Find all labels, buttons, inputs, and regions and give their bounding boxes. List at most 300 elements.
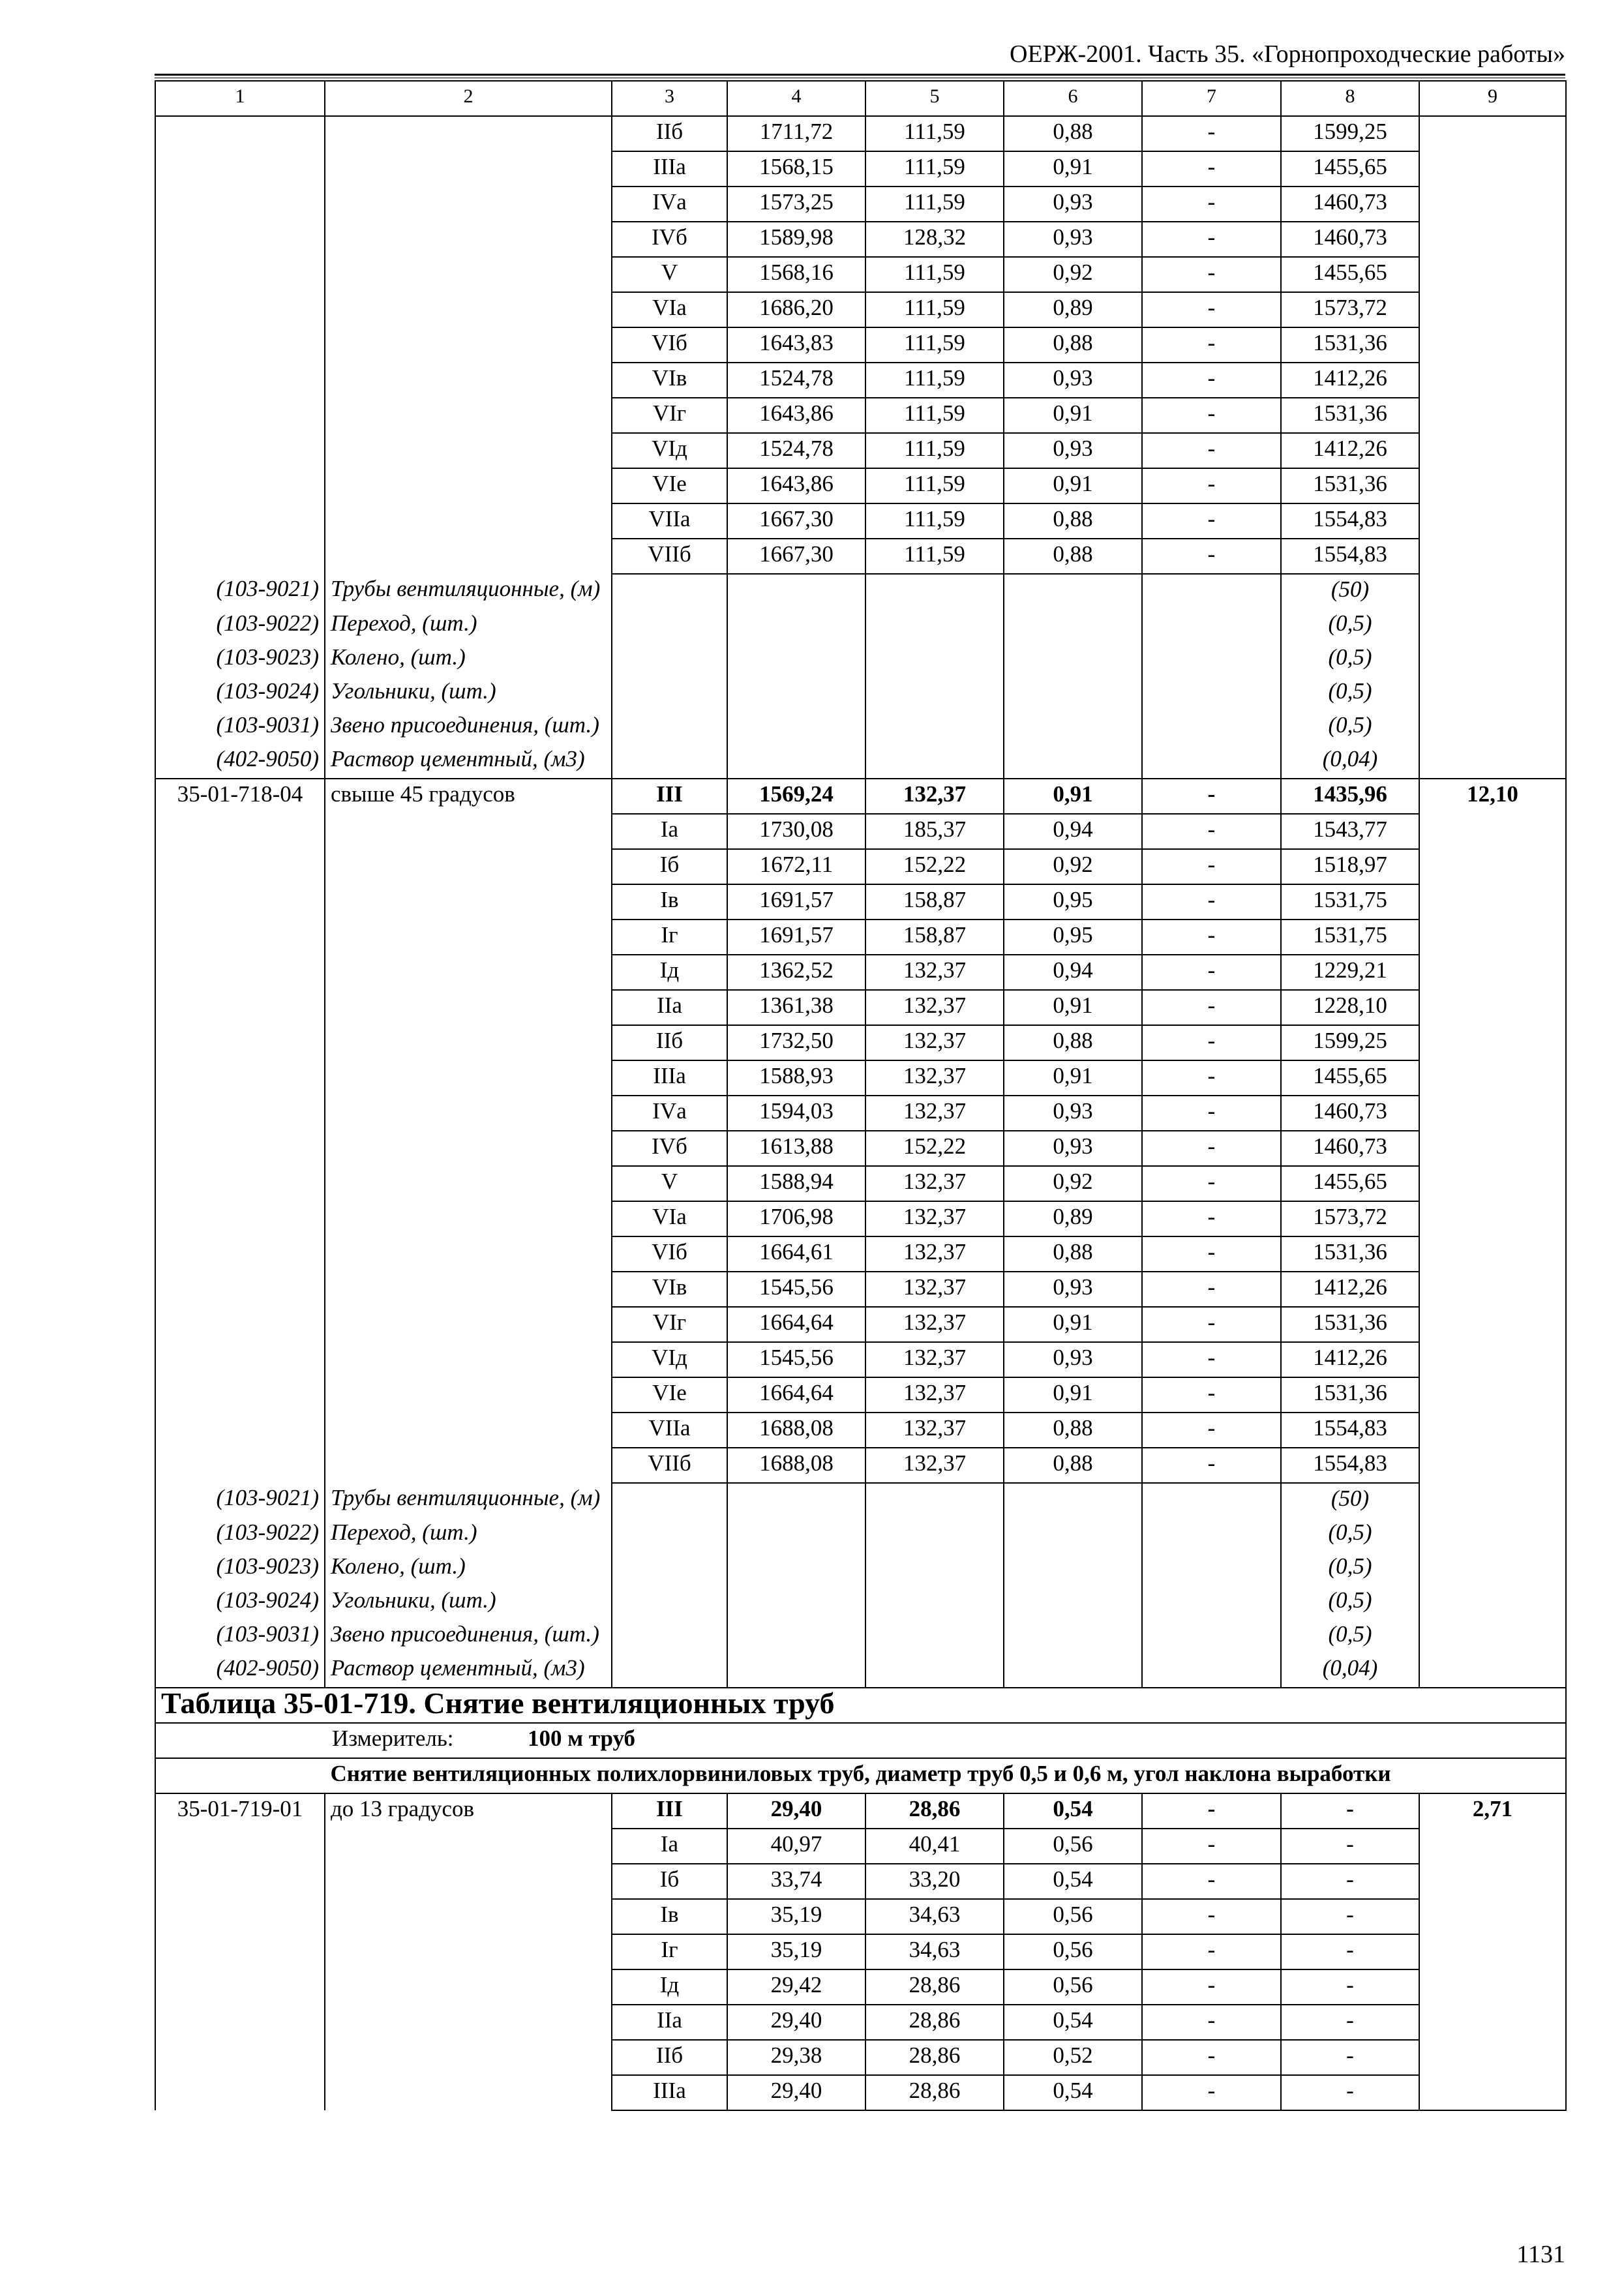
machinist-wages-cell: - <box>1142 1413 1281 1448</box>
materials-cell: 1531,36 <box>1281 398 1419 433</box>
machinist-wages-cell: - <box>1142 2075 1281 2110</box>
wages-cell: 111,59 <box>865 257 1004 292</box>
materials-cell: - <box>1281 1934 1419 1969</box>
labor-cell: 2,71 <box>1419 1793 1566 2110</box>
wages-cell: 132,37 <box>865 1096 1004 1131</box>
category-cell: III <box>612 1793 727 1829</box>
empty-cell <box>612 608 727 642</box>
empty-cell <box>1004 1518 1142 1551</box>
materials-cell: 1599,25 <box>1281 1025 1419 1060</box>
category-cell: Iд <box>612 955 727 990</box>
empty-cell <box>1142 1518 1281 1551</box>
machines-cell: 0,93 <box>1004 1131 1142 1166</box>
machinist-wages-cell: - <box>1142 1236 1281 1272</box>
empty-cell <box>612 1483 727 1518</box>
empty-cell <box>1004 1483 1142 1518</box>
material-code-cell: (402-9050) <box>155 1653 325 1688</box>
machines-cell: 0,88 <box>1004 116 1142 151</box>
machines-cell: 0,92 <box>1004 1166 1142 1201</box>
material-row <box>155 608 1566 642</box>
material-row <box>155 1653 1566 1688</box>
header-rule <box>155 74 1565 76</box>
machines-cell: 0,93 <box>1004 187 1142 222</box>
materials-cell: - <box>1281 1864 1419 1899</box>
table-title: Таблица 35-01-719. Снятие вентиляционных труб <box>155 1688 1566 1723</box>
wages-cell: 158,87 <box>865 884 1004 920</box>
machinist-wages-cell: - <box>1142 503 1281 539</box>
machinist-wages-cell: - <box>1142 1377 1281 1413</box>
machines-cell: 0,88 <box>1004 1413 1142 1448</box>
material-code-cell: (103-9023) <box>155 642 325 676</box>
material-name-cell: Переход, (шт.) <box>325 608 612 642</box>
category-cell: IIб <box>612 1025 727 1060</box>
column-number: 8 <box>1281 81 1419 116</box>
materials-cell: 1531,36 <box>1281 1236 1419 1272</box>
category-cell: Iд <box>612 1969 727 2005</box>
total-cost-cell: 1613,88 <box>727 1131 865 1166</box>
name-cell <box>325 116 612 574</box>
machines-cell: 0,56 <box>1004 1969 1142 2005</box>
empty-cell <box>865 744 1004 779</box>
category-cell: VIа <box>612 1201 727 1236</box>
materials-cell: 1435,96 <box>1281 779 1419 814</box>
machines-cell: 0,56 <box>1004 1829 1142 1864</box>
wages-cell: 152,22 <box>865 1131 1004 1166</box>
machinist-wages-cell: - <box>1142 1272 1281 1307</box>
materials-cell: - <box>1281 1969 1419 2005</box>
machinist-wages-cell: - <box>1142 1131 1281 1166</box>
machines-cell: 0,95 <box>1004 920 1142 955</box>
category-cell: Iа <box>612 1829 727 1864</box>
machines-cell: 0,91 <box>1004 779 1142 814</box>
category-cell: Iг <box>612 1934 727 1969</box>
machines-cell: 0,94 <box>1004 955 1142 990</box>
machines-cell: 0,93 <box>1004 433 1142 468</box>
machinist-wages-cell: - <box>1142 363 1281 398</box>
materials-cell: 1531,36 <box>1281 1307 1419 1342</box>
empty-cell <box>865 1518 1004 1551</box>
wages-cell: 132,37 <box>865 1377 1004 1413</box>
machinist-wages-cell: - <box>1142 955 1281 990</box>
total-cost-cell: 1730,08 <box>727 814 865 849</box>
material-name-cell: Угольники, (шт.) <box>325 676 612 710</box>
category-cell: VIб <box>612 1236 727 1272</box>
category-cell: IVа <box>612 1096 727 1131</box>
wages-cell: 28,86 <box>865 2005 1004 2040</box>
empty-cell <box>865 1653 1004 1688</box>
machinist-wages-cell: - <box>1142 1934 1281 1969</box>
item-name-cell: до 13 градусов <box>325 1793 612 2110</box>
total-cost-cell: 1686,20 <box>727 292 865 327</box>
empty-cell <box>1142 1585 1281 1619</box>
machinist-wages-cell: - <box>1142 327 1281 363</box>
machinist-wages-cell: - <box>1142 398 1281 433</box>
machines-cell: 0,91 <box>1004 990 1142 1025</box>
total-cost-cell: 1361,38 <box>727 990 865 1025</box>
machinist-wages-cell: - <box>1142 1864 1281 1899</box>
materials-cell: 1455,65 <box>1281 151 1419 187</box>
machinist-wages-cell: - <box>1142 849 1281 884</box>
wages-cell: 111,59 <box>865 398 1004 433</box>
total-cost-cell: 1524,78 <box>727 433 865 468</box>
category-cell: Iб <box>612 1864 727 1899</box>
material-name-cell: Раствор цементный, (м3) <box>325 1653 612 1688</box>
materials-cell: 1531,36 <box>1281 1377 1419 1413</box>
empty-cell <box>865 1619 1004 1653</box>
empty-cell <box>612 744 727 779</box>
material-code-cell: (103-9022) <box>155 1518 325 1551</box>
empty-cell <box>727 642 865 676</box>
material-qty-cell: (0,5) <box>1281 642 1419 676</box>
machinist-wages-cell: - <box>1142 1829 1281 1864</box>
category-cell: VIг <box>612 1307 727 1342</box>
empty-cell <box>727 1483 865 1518</box>
machines-cell: 0,91 <box>1004 1307 1142 1342</box>
wages-cell: 132,37 <box>865 1060 1004 1096</box>
total-cost-cell: 1732,50 <box>727 1025 865 1060</box>
wages-cell: 132,37 <box>865 955 1004 990</box>
wages-cell: 132,37 <box>865 1342 1004 1377</box>
empty-cell <box>1004 608 1142 642</box>
category-cell: Iа <box>612 814 727 849</box>
machinist-wages-cell: - <box>1142 1166 1281 1201</box>
machines-cell: 0,88 <box>1004 1448 1142 1483</box>
machines-cell: 0,88 <box>1004 1025 1142 1060</box>
meter-label: Измеритель: <box>332 1726 454 1751</box>
materials-cell: - <box>1281 1829 1419 1864</box>
machinist-wages-cell: - <box>1142 539 1281 574</box>
machinist-wages-cell: - <box>1142 814 1281 849</box>
total-cost-cell: 1643,86 <box>727 398 865 433</box>
total-cost-cell: 1362,52 <box>727 955 865 990</box>
category-cell: VIIа <box>612 503 727 539</box>
total-cost-cell: 1691,57 <box>727 920 865 955</box>
total-cost-cell: 1664,61 <box>727 1236 865 1272</box>
table-row <box>155 116 1566 151</box>
machines-cell: 0,88 <box>1004 539 1142 574</box>
machinist-wages-cell: - <box>1142 1793 1281 1829</box>
empty-cell <box>612 574 727 608</box>
category-cell: VIб <box>612 327 727 363</box>
material-code-cell: (103-9024) <box>155 676 325 710</box>
wages-cell: 34,63 <box>865 1934 1004 1969</box>
empty-cell <box>1142 676 1281 710</box>
material-qty-cell: (0,04) <box>1281 1653 1419 1688</box>
column-number: 4 <box>727 81 865 116</box>
material-name-cell: Раствор цементный, (м3) <box>325 744 612 779</box>
material-name-cell: Колено, (шт.) <box>325 1551 612 1585</box>
machines-cell: 0,93 <box>1004 363 1142 398</box>
category-cell: VIIб <box>612 539 727 574</box>
machinist-wages-cell: - <box>1142 1969 1281 2005</box>
machinist-wages-cell: - <box>1142 884 1281 920</box>
materials-cell: 1531,75 <box>1281 920 1419 955</box>
material-qty-cell: (50) <box>1281 574 1419 608</box>
code-cell <box>155 116 325 574</box>
empty-cell <box>727 1518 865 1551</box>
total-cost-cell: 1706,98 <box>727 1201 865 1236</box>
empty-cell <box>1004 710 1142 744</box>
materials-cell: 1531,36 <box>1281 468 1419 503</box>
wages-cell: 28,86 <box>865 1969 1004 2005</box>
material-name-cell: Угольники, (шт.) <box>325 1585 612 1619</box>
total-cost-cell: 1672,11 <box>727 849 865 884</box>
total-cost-cell: 29,40 <box>727 2075 865 2110</box>
total-cost-cell: 1594,03 <box>727 1096 865 1131</box>
wages-cell: 132,37 <box>865 779 1004 814</box>
total-cost-cell: 1664,64 <box>727 1307 865 1342</box>
machines-cell: 0,54 <box>1004 2075 1142 2110</box>
category-cell: Iб <box>612 849 727 884</box>
material-qty-cell: (50) <box>1281 1483 1419 1518</box>
wages-cell: 111,59 <box>865 292 1004 327</box>
material-code-cell: (103-9021) <box>155 574 325 608</box>
materials-cell: 1554,83 <box>1281 1413 1419 1448</box>
category-cell: VIд <box>612 1342 727 1377</box>
empty-cell <box>727 676 865 710</box>
wages-cell: 111,59 <box>865 187 1004 222</box>
material-row <box>155 1518 1566 1551</box>
machines-cell: 0,88 <box>1004 503 1142 539</box>
column-number: 2 <box>325 81 612 116</box>
wages-cell: 132,37 <box>865 1201 1004 1236</box>
wages-cell: 185,37 <box>865 814 1004 849</box>
total-cost-cell: 1691,57 <box>727 884 865 920</box>
empty-cell <box>865 574 1004 608</box>
total-cost-cell: 29,40 <box>727 2005 865 2040</box>
total-cost-cell: 35,19 <box>727 1899 865 1934</box>
empty-cell <box>1142 1483 1281 1518</box>
materials-cell: 1554,83 <box>1281 1448 1419 1483</box>
machinist-wages-cell: - <box>1142 257 1281 292</box>
machines-cell: 0,88 <box>1004 327 1142 363</box>
category-cell: VIIб <box>612 1448 727 1483</box>
machinist-wages-cell: - <box>1142 1060 1281 1096</box>
wages-cell: 111,59 <box>865 363 1004 398</box>
wages-cell: 111,59 <box>865 327 1004 363</box>
total-cost-cell: 1688,08 <box>727 1448 865 1483</box>
materials-cell: - <box>1281 1793 1419 1829</box>
total-cost-cell: 29,38 <box>727 2040 865 2075</box>
machinist-wages-cell: - <box>1142 1899 1281 1934</box>
total-cost-cell: 1524,78 <box>727 363 865 398</box>
material-row <box>155 642 1566 676</box>
category-cell: VIе <box>612 468 727 503</box>
machines-cell: 0,95 <box>1004 884 1142 920</box>
materials-cell: 1460,73 <box>1281 1096 1419 1131</box>
total-cost-cell: 1568,15 <box>727 151 865 187</box>
machines-cell: 0,93 <box>1004 1342 1142 1377</box>
category-cell: IIб <box>612 2040 727 2075</box>
category-cell: IIа <box>612 990 727 1025</box>
material-code-cell: (103-9031) <box>155 710 325 744</box>
category-cell: VIд <box>612 433 727 468</box>
material-code-cell: (103-9031) <box>155 1619 325 1653</box>
page-number: 1131 <box>1516 2241 1565 2268</box>
machinist-wages-cell: - <box>1142 187 1281 222</box>
machines-cell: 0,88 <box>1004 1236 1142 1272</box>
materials-cell: 1518,97 <box>1281 849 1419 884</box>
machines-cell: 0,93 <box>1004 1272 1142 1307</box>
column-number: 9 <box>1419 81 1566 116</box>
empty-cell <box>1142 1551 1281 1585</box>
machinist-wages-cell: - <box>1142 920 1281 955</box>
machinist-wages-cell: - <box>1142 222 1281 257</box>
category-cell: Iв <box>612 1899 727 1934</box>
machines-cell: 0,94 <box>1004 814 1142 849</box>
machinist-wages-cell: - <box>1142 1096 1281 1131</box>
wages-cell: 28,86 <box>865 1793 1004 1829</box>
materials-cell: 1455,65 <box>1281 1060 1419 1096</box>
page-header: ОЕРЖ-2001. Часть 35. «Горнопроходческие работы» <box>1010 40 1565 68</box>
material-name-cell: Колено, (шт.) <box>325 642 612 676</box>
wages-cell: 28,86 <box>865 2040 1004 2075</box>
materials-cell: 1531,36 <box>1281 327 1419 363</box>
empty-cell <box>612 676 727 710</box>
total-cost-cell: 35,19 <box>727 1934 865 1969</box>
wages-cell: 132,37 <box>865 1448 1004 1483</box>
materials-cell: 1412,26 <box>1281 363 1419 398</box>
category-cell: V <box>612 1166 727 1201</box>
material-code-cell: (103-9023) <box>155 1551 325 1585</box>
total-cost-cell: 33,74 <box>727 1864 865 1899</box>
column-number: 6 <box>1004 81 1142 116</box>
item-code-cell: 35-01-718-04 <box>155 779 325 1483</box>
category-cell: IIIа <box>612 2075 727 2110</box>
machinist-wages-cell: - <box>1142 1448 1281 1483</box>
material-qty-cell: (0,5) <box>1281 1585 1419 1619</box>
machinist-wages-cell: - <box>1142 1201 1281 1236</box>
material-name-cell: Трубы вентиляционные, (м) <box>325 1483 612 1518</box>
materials-cell: 1573,72 <box>1281 292 1419 327</box>
machines-cell: 0,91 <box>1004 398 1142 433</box>
wages-cell: 34,63 <box>865 1899 1004 1934</box>
machinist-wages-cell: - <box>1142 2005 1281 2040</box>
empty-cell <box>727 710 865 744</box>
total-cost-cell: 1545,56 <box>727 1342 865 1377</box>
machines-cell: 0,54 <box>1004 1793 1142 1829</box>
category-cell: Iг <box>612 920 727 955</box>
column-number: 1 <box>155 81 325 116</box>
machinist-wages-cell: - <box>1142 1307 1281 1342</box>
machines-cell: 0,93 <box>1004 222 1142 257</box>
machines-cell: 0,92 <box>1004 257 1142 292</box>
category-cell: IVа <box>612 187 727 222</box>
category-cell: IVб <box>612 222 727 257</box>
empty-cell <box>1142 1653 1281 1688</box>
norms-table <box>155 80 1567 2111</box>
material-row <box>155 1483 1566 1518</box>
materials-cell: 1599,25 <box>1281 116 1419 151</box>
empty-cell <box>727 1551 865 1585</box>
materials-cell: 1460,73 <box>1281 1131 1419 1166</box>
category-cell: VIIа <box>612 1413 727 1448</box>
empty-cell <box>1004 1551 1142 1585</box>
total-cost-cell: 29,40 <box>727 1793 865 1829</box>
materials-cell: - <box>1281 1899 1419 1934</box>
empty-cell <box>865 710 1004 744</box>
materials-cell: 1412,26 <box>1281 1272 1419 1307</box>
empty-cell <box>1004 574 1142 608</box>
meter-row <box>155 1723 1566 1758</box>
machinist-wages-cell: - <box>1142 468 1281 503</box>
empty-cell <box>1142 574 1281 608</box>
material-name-cell: Переход, (шт.) <box>325 1518 612 1551</box>
materials-cell: 1554,83 <box>1281 503 1419 539</box>
material-row <box>155 744 1566 779</box>
machinist-wages-cell: - <box>1142 1342 1281 1377</box>
wages-cell: 132,37 <box>865 1025 1004 1060</box>
machines-cell: 0,91 <box>1004 468 1142 503</box>
machines-cell: 0,91 <box>1004 1377 1142 1413</box>
wages-cell: 28,86 <box>865 2075 1004 2110</box>
materials-cell: - <box>1281 2005 1419 2040</box>
category-cell: VIг <box>612 398 727 433</box>
machinist-wages-cell: - <box>1142 779 1281 814</box>
machinist-wages-cell: - <box>1142 2040 1281 2075</box>
empty-cell <box>612 1585 727 1619</box>
empty-cell <box>865 1483 1004 1518</box>
material-qty-cell: (0,5) <box>1281 1551 1419 1585</box>
materials-cell: 1460,73 <box>1281 187 1419 222</box>
category-cell: VIе <box>612 1377 727 1413</box>
machines-cell: 0,56 <box>1004 1934 1142 1969</box>
empty-cell <box>612 1551 727 1585</box>
empty-cell <box>1142 1619 1281 1653</box>
empty-cell <box>727 744 865 779</box>
category-cell: VIа <box>612 292 727 327</box>
machinist-wages-cell: - <box>1142 116 1281 151</box>
total-cost-cell: 1569,24 <box>727 779 865 814</box>
material-name-cell: Трубы вентиляционные, (м) <box>325 574 612 608</box>
total-cost-cell: 1573,25 <box>727 187 865 222</box>
material-code-cell: (103-9021) <box>155 1483 325 1518</box>
subtitle-row <box>155 1758 1566 1793</box>
machines-cell: 0,52 <box>1004 2040 1142 2075</box>
empty-cell <box>1142 710 1281 744</box>
material-row <box>155 1619 1566 1653</box>
total-cost-cell: 1688,08 <box>727 1413 865 1448</box>
total-cost-cell: 1711,72 <box>727 116 865 151</box>
material-row <box>155 574 1566 608</box>
total-cost-cell: 1588,94 <box>727 1166 865 1201</box>
total-cost-cell: 1589,98 <box>727 222 865 257</box>
material-code-cell: (103-9022) <box>155 608 325 642</box>
empty-cell <box>727 1585 865 1619</box>
material-name-cell: Звено присоединения, (шт.) <box>325 710 612 744</box>
empty-cell <box>865 1585 1004 1619</box>
total-cost-cell: 1588,93 <box>727 1060 865 1096</box>
category-cell: IIа <box>612 2005 727 2040</box>
empty-cell <box>1004 744 1142 779</box>
machines-cell: 0,54 <box>1004 1864 1142 1899</box>
labor-cell: 12,10 <box>1419 779 1566 1688</box>
category-cell: III <box>612 779 727 814</box>
empty-cell <box>1142 608 1281 642</box>
materials-cell: 1229,21 <box>1281 955 1419 990</box>
category-cell: V <box>612 257 727 292</box>
table-row <box>155 1793 1566 1829</box>
wages-cell: 111,59 <box>865 539 1004 574</box>
machines-cell: 0,54 <box>1004 2005 1142 2040</box>
wages-cell: 152,22 <box>865 849 1004 884</box>
machines-cell: 0,93 <box>1004 1096 1142 1131</box>
column-number: 3 <box>612 81 727 116</box>
table-body <box>155 81 1566 2110</box>
empty-cell <box>865 608 1004 642</box>
empty-cell <box>727 1619 865 1653</box>
materials-cell: 1543,77 <box>1281 814 1419 849</box>
